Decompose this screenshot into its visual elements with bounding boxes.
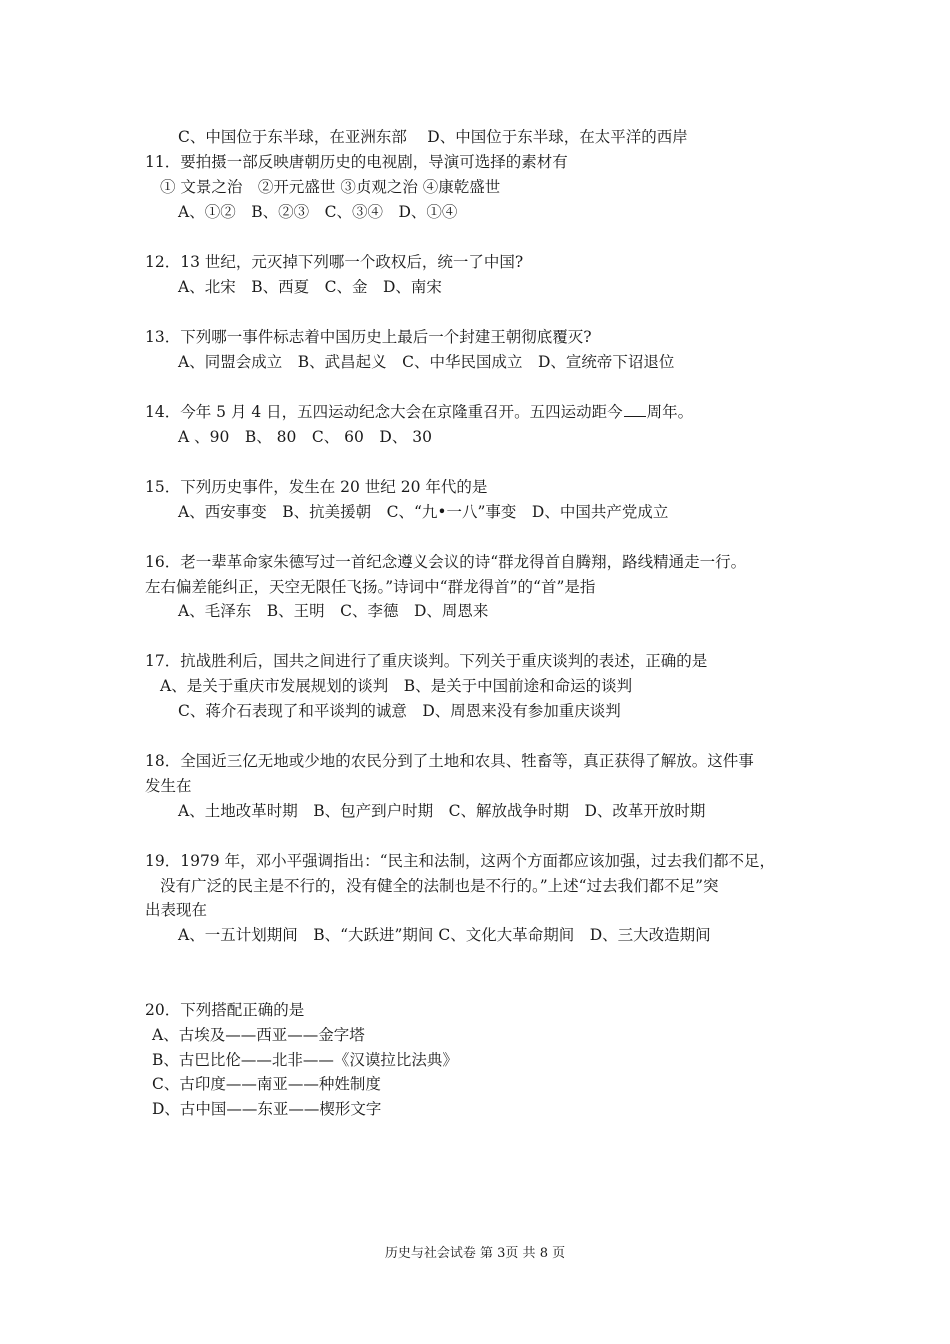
q14-options: A 、90 B、 80 C、 60 D、 30 <box>178 428 432 446</box>
q19-stem-line3: 出表现在 <box>145 901 208 919</box>
q20-stem: 20．下列搭配正确的是 <box>145 1001 305 1019</box>
q16-stem-line1: 16．老一辈革命家朱德写过一首纪念遵义会议的诗“群龙得首自腾翔，路线精通走一行。 <box>145 553 747 571</box>
q19-options: A、一五计划期间 B、“大跃进”期间 C、文化大革命期间 D、三大改造期间 <box>178 926 711 944</box>
q16-options: A、毛泽东 B、王明 C、李德 D、周恩来 <box>178 602 489 620</box>
q19-stem-line2: 没有广泛的民主是不行的，没有健全的法制也是不行的。”上述“过去我们都不足”突 <box>160 877 719 895</box>
q17-options-line1: A、是关于重庆市发展规划的谈判 B、是关于中国前途和命运的谈判 <box>160 677 633 695</box>
page-footer: 历史与社会试卷 第 3页 共 8 页 <box>384 1246 566 1261</box>
q15-stem: 15．下列历史事件，发生在 20 世纪 20 年代的是 <box>145 478 488 496</box>
q14-answer-blank <box>624 402 646 417</box>
q18-stem-line1: 18．全国近三亿无地或少地的农民分到了土地和农具、牲畜等，真正获得了解放。这件事 <box>145 752 754 770</box>
q12-options: A、北宋 B、西夏 C、金 D、南宋 <box>178 278 442 296</box>
q20-option-b: B、古巴比伦——北非——《汉谟拉比法典》 <box>152 1051 458 1069</box>
q19-stem-line1: 19．1979 年，邓小平强调指出：“民主和法制，这两个方面都应该加强，过去我们都不足， <box>145 852 776 870</box>
q15-options: A、西安事变 B、抗美援朝 C、“九•一八”事变 D、中国共产党成立 <box>178 503 669 521</box>
q13-stem: 13．下列哪一事件标志着中国历史上最后一个封建王朝彻底覆灭? <box>145 328 592 346</box>
q14-stem-after: 周年。 <box>646 403 694 421</box>
q14-stem <box>145 402 693 422</box>
q17-options-line2: C、蒋介石表现了和平谈判的诚意 D、周恩来没有参加重庆谈判 <box>178 702 621 720</box>
q11-options: A、①② B、②③ C、③④ D、①④ <box>178 203 458 221</box>
q17-stem: 17．抗战胜利后，国共之间进行了重庆谈判。下列关于重庆谈判的表述，正确的是 <box>145 652 708 670</box>
q10-options-line: C、中国位于东半球，在亚洲东部 D、中国位于东半球，在太平洋的西岸 <box>178 128 688 146</box>
q18-options: A、土地改革时期 B、包产到户时期 C、解放战争时期 D、改革开放时期 <box>178 802 706 820</box>
q20-option-d: D、古中国——东亚——楔形文字 <box>152 1100 382 1118</box>
q18-stem-line2: 发生在 <box>145 777 192 795</box>
q12-stem: 12．13 世纪，元灭掉下列哪一个政权后，统一了中国? <box>145 253 524 271</box>
q11-materials: ① 文景之治 ②开元盛世 ③贞观之治 ④康乾盛世 <box>160 178 501 196</box>
q13-options: A、同盟会成立 B、武昌起义 C、中华民国成立 D、宣统帝下诏退位 <box>178 353 675 371</box>
q11-stem: 11．要拍摄一部反映唐朝历史的电视剧，导演可选择的素材有 <box>145 153 568 171</box>
q16-stem-line2: 左右偏差能纠正，天空无限任飞扬。”诗词中“群龙得首”的“首”是指 <box>145 578 596 596</box>
q20-option-a: A、古埃及——西亚——金字塔 <box>152 1026 365 1044</box>
q20-option-c: C、古印度——南亚——种姓制度 <box>152 1075 381 1093</box>
q14-stem-before: 14．今年 5 月 4 日，五四运动纪念大会在京隆重召开。五四运动距今 <box>145 403 623 421</box>
